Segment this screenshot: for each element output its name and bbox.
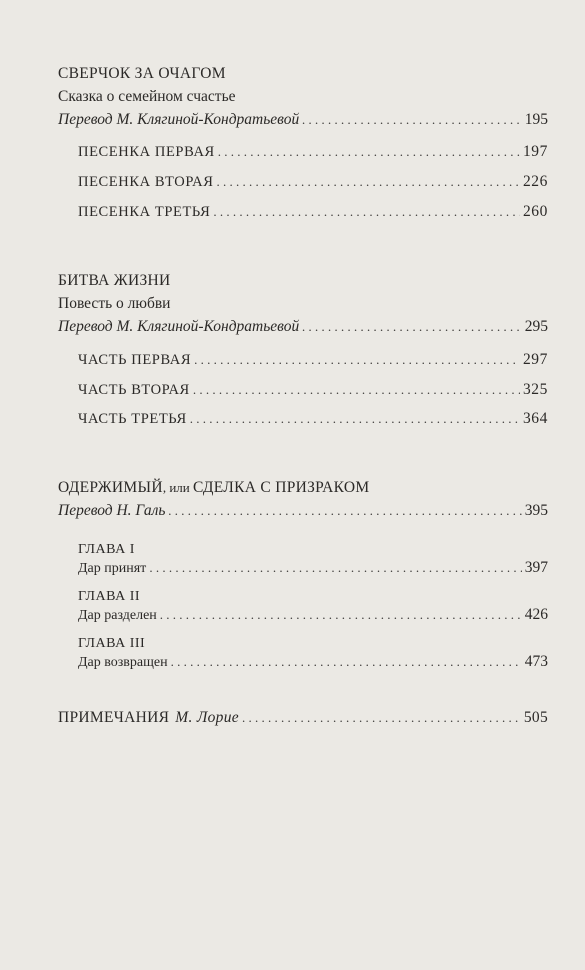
toc-entry-notes[interactable]: ПРИМЕЧАНИЯ М. Лорие . . . 505 (58, 708, 548, 728)
toc-entry-cricket-part-1[interactable]: ПЕСЕНКА ПЕРВАЯ . . . 197 (78, 142, 548, 162)
toc-entry-chapter-3[interactable]: Дар возвращен . . . 473 (78, 652, 548, 673)
section-title-cricket: СВЕРЧОК ЗА ОЧАГОМ (58, 65, 226, 82)
dot-leader (194, 350, 520, 370)
toc-entry-battle-part-2[interactable]: ЧАСТЬ ВТОРАЯ . . . 325 (78, 380, 548, 400)
section-subtitle-cricket: Сказка о семейном счастье (58, 88, 236, 105)
dot-leader (168, 501, 521, 521)
dot-leader (242, 708, 521, 728)
dot-leader (193, 380, 520, 400)
dot-leader (302, 110, 522, 130)
dot-leader (216, 172, 519, 192)
section-title-haunted: ОДЕРЖИМЫЙ , или СДЕЛКА С ПРИЗРАКОМ (58, 479, 370, 496)
dot-leader (302, 317, 522, 337)
toc-entry-battle-part-1[interactable]: ЧАСТЬ ПЕРВАЯ . . . 297 (78, 350, 548, 370)
dot-leader (160, 605, 522, 625)
dot-leader (149, 558, 521, 578)
section-title-battle: БИТВА ЖИЗНИ (58, 272, 171, 289)
toc-entry-translation-battle[interactable]: Перевод М. Клягиной-Кондратьевой . . . 295 (58, 317, 548, 337)
dot-leader (190, 409, 520, 429)
chapter-heading-2: ГЛАВА II (78, 589, 141, 604)
dot-leader (218, 142, 520, 162)
toc-entry-cricket-part-2[interactable]: ПЕСЕНКА ВТОРАЯ . . . 226 (78, 172, 548, 192)
toc-entry-cricket-part-3[interactable]: ПЕСЕНКА ТРЕТЬЯ . . . 260 (78, 202, 548, 222)
toc-entry-battle-part-3[interactable]: ЧАСТЬ ТРЕТЬЯ . . . 364 (78, 409, 548, 429)
chapter-heading-3: ГЛАВА III (78, 636, 146, 651)
toc-entry-chapter-2[interactable]: Дар разделен . . . 426 (78, 605, 548, 626)
dot-leader (213, 202, 520, 222)
chapter-heading-1: ГЛАВА I (78, 542, 135, 557)
toc-entry-translation-cricket[interactable]: Перевод М. Клягиной-Кондратьевой . . . 195 (58, 110, 548, 130)
section-subtitle-battle: Повесть о любви (58, 295, 171, 312)
toc-entry-translation-haunted[interactable]: Перевод Н. Галь . . . 395 (58, 501, 548, 521)
toc-entry-chapter-1[interactable]: Дар принят . . . 397 (78, 558, 548, 579)
dot-leader (171, 652, 522, 672)
